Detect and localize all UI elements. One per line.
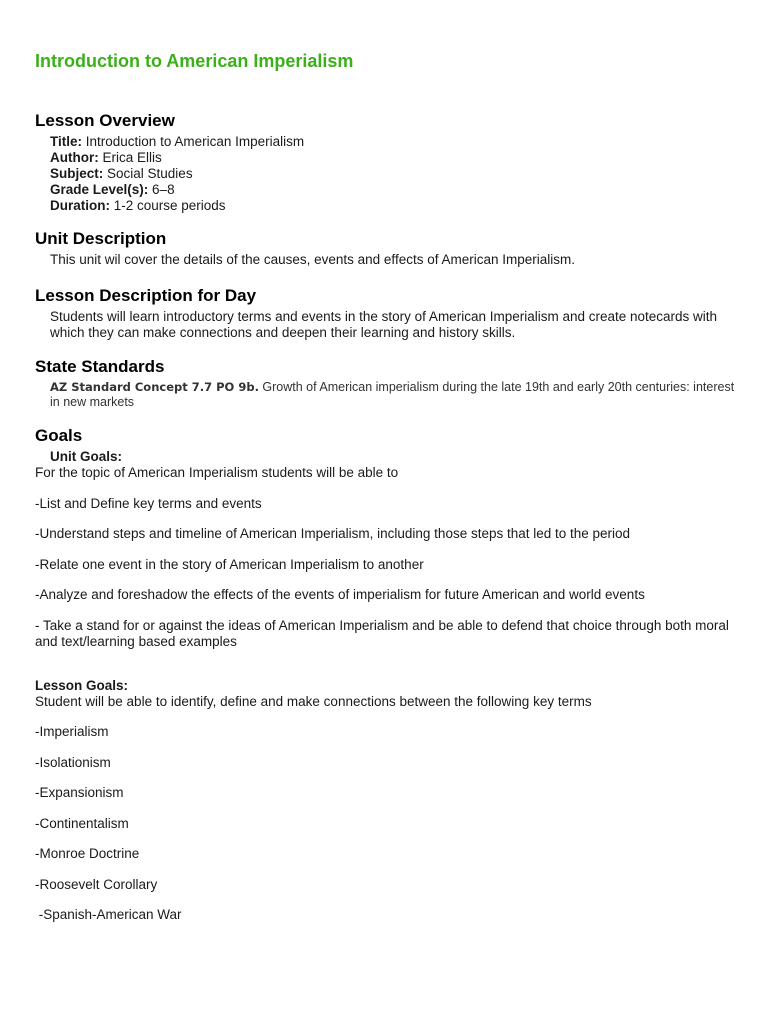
- overview-value: Social Studies: [103, 166, 193, 181]
- standard-text: Growth of American imperialism during the late 19th and early 20th centuries: interest in new markets: [50, 380, 735, 409]
- overview-row-subject: [50, 166, 735, 182]
- overview-key: Title:: [50, 134, 83, 149]
- document-page: [35, 50, 735, 933]
- list-item: -Spanish-American War: [35, 907, 182, 922]
- overview-value: 6–8: [148, 182, 175, 197]
- unit-goals-body: [20, 465, 735, 923]
- list-item: - Take a stand for or against the ideas of American Imperialism and be able to defend that choice through both moral and text/learning based examples: [35, 617, 729, 649]
- standard-code: AZ Standard Concept 7.7 PO 9b.: [50, 380, 259, 394]
- lesson-goals-intro: Student will be able to identify, define and make connections between the following key terms: [35, 693, 592, 709]
- list-item: -Relate one event in the story of American Imperialism to another: [35, 556, 424, 572]
- list-item: -List and Define key terms and events: [35, 495, 262, 511]
- key-terms-list: [35, 724, 735, 923]
- lesson-description-section: [35, 285, 735, 341]
- overview-row-duration: [50, 198, 735, 214]
- list-item: -Expansionism: [35, 785, 124, 800]
- lesson-description-text: Students will learn introductory terms and events in the story of American Imperialism and create notecards with which they can make connections and deepen their learning and history skills.: [50, 309, 718, 340]
- lesson-overview-heading: Lesson Overview: [35, 111, 175, 130]
- document-title: Introduction to American Imperialism: [35, 51, 354, 71]
- overview-value: 1-2 course periods: [110, 198, 226, 213]
- overview-details: [35, 134, 735, 214]
- list-item: -Understand steps and timeline of American Imperialism, including those steps that led to the period: [35, 526, 631, 541]
- unit-description-section: [35, 228, 735, 268]
- overview-key: Grade Level(s):: [50, 182, 149, 197]
- lesson-overview-section: [35, 110, 735, 214]
- overview-value: Erica Ellis: [98, 150, 162, 165]
- list-item: -Continentalism: [35, 815, 129, 831]
- list-item: -Monroe Doctrine: [35, 846, 140, 861]
- unit-description-text: This unit wil cover the details of the causes, events and effects of American Imperialism.: [50, 252, 575, 267]
- lesson-goals-label: Lesson Goals:: [35, 677, 129, 693]
- overview-key: Duration:: [50, 198, 110, 213]
- lesson-description-body: [35, 309, 735, 341]
- unit-goals-list: [20, 496, 735, 650]
- unit-goals-intro: For the topic of American Imperialism students will be able to: [35, 465, 399, 480]
- lesson-description-heading: Lesson Description for Day: [35, 286, 257, 305]
- lesson-goals-block: [20, 678, 735, 924]
- unit-description-heading: Unit Description: [35, 229, 167, 248]
- overview-key: Subject:: [50, 166, 104, 181]
- list-item: -Imperialism: [35, 724, 109, 739]
- overview-row-grade: [50, 182, 735, 198]
- overview-key: Author:: [50, 150, 99, 165]
- state-standards-section: [35, 356, 735, 410]
- goals-heading: Goals: [35, 426, 83, 445]
- overview-value: Introduction to American Imperialism: [82, 134, 305, 149]
- goals-section: [35, 425, 735, 923]
- overview-row-title: [50, 134, 735, 150]
- list-item: -Analyze and foreshadow the effects of the events of imperialism for future American and world events: [35, 587, 645, 602]
- list-item: -Roosevelt Corollary: [35, 876, 158, 892]
- unit-goals-label: Unit Goals:: [50, 449, 123, 464]
- list-item: -Isolationism: [35, 754, 111, 770]
- state-standards-heading: State Standards: [35, 357, 165, 376]
- overview-row-author: [50, 150, 735, 166]
- unit-goals-block: [35, 449, 735, 465]
- unit-description-body: [35, 252, 735, 268]
- state-standards-body: [35, 380, 735, 410]
